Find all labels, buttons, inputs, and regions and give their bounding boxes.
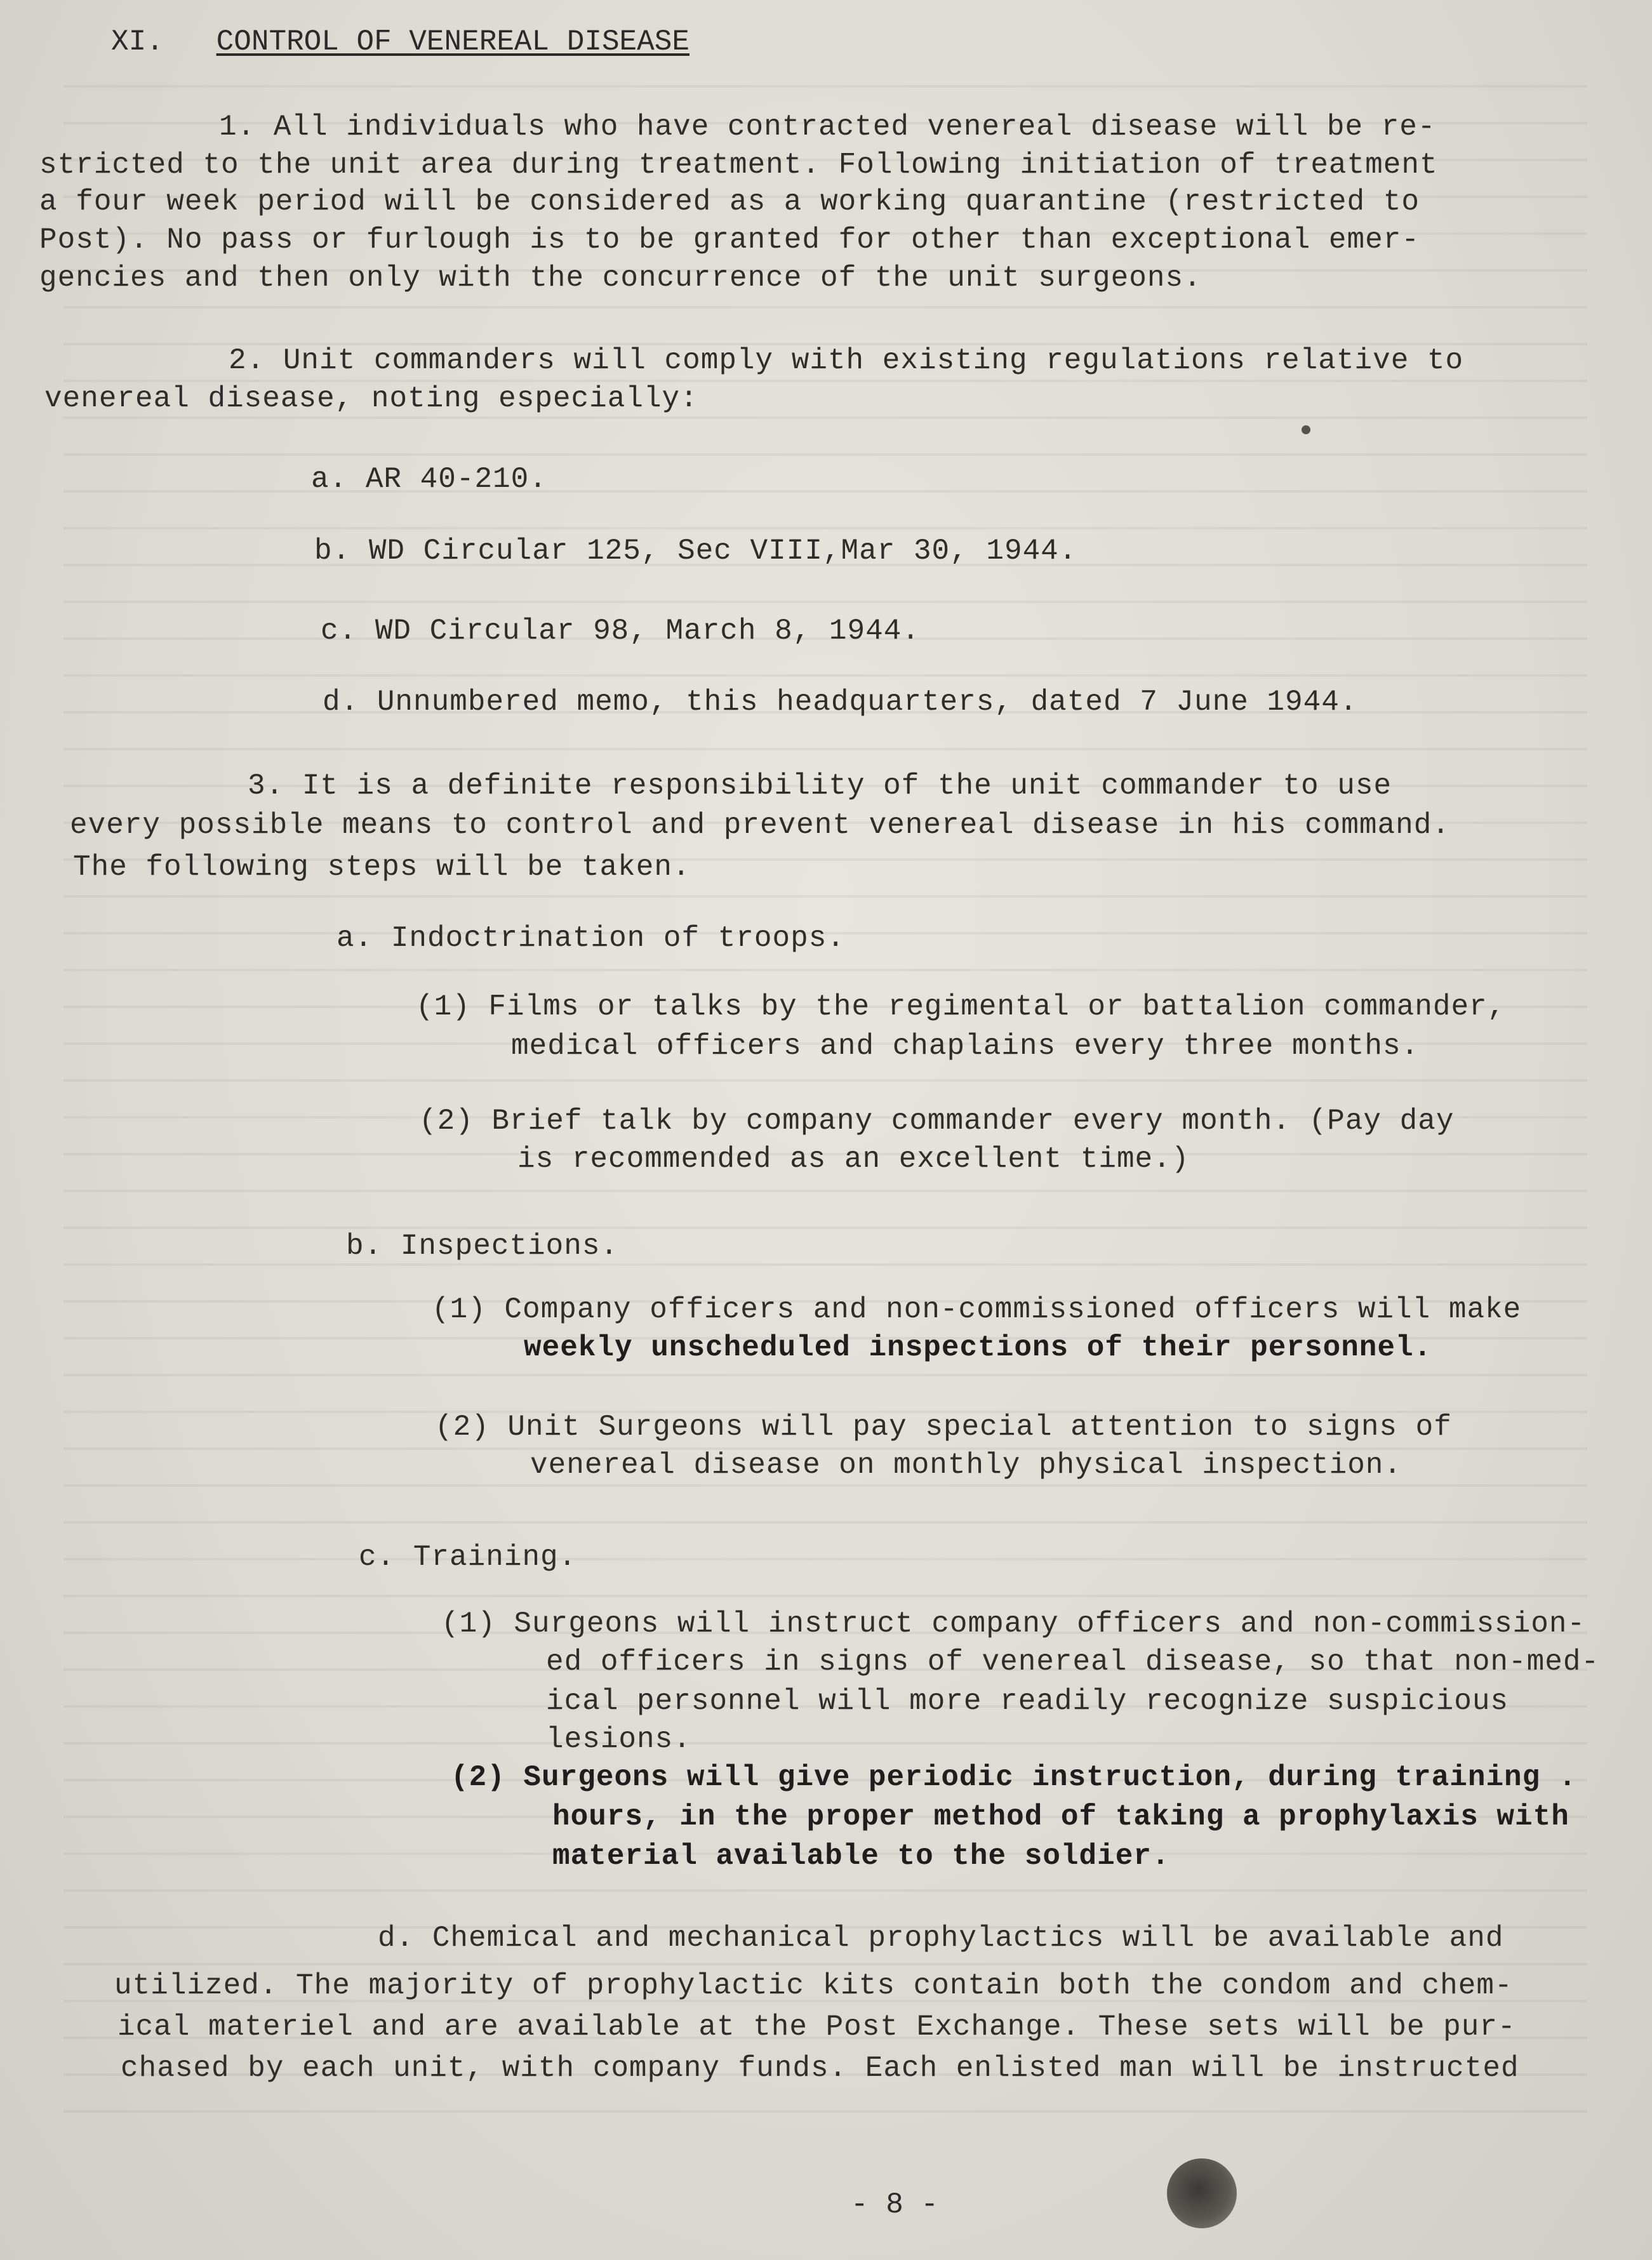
regulation-item: c. WD Circular 98, March 8, 1944.: [321, 615, 920, 648]
subsection-heading: b. Inspections.: [346, 1230, 619, 1263]
text-line: The following steps will be taken.: [73, 851, 691, 884]
text-line: stricted to the unit area during treatment. Following initiation of treatment: [39, 149, 1438, 182]
text-line: weekly unscheduled inspections of their personnel.: [524, 1331, 1432, 1364]
text-line: venereal disease on monthly physical inspection.: [530, 1449, 1402, 1482]
regulation-item: a. AR 40-210.: [311, 463, 547, 496]
text-line: (2) Brief talk by company commander every month. (Pay day: [419, 1105, 1455, 1138]
subsection-heading: c. Training.: [359, 1541, 577, 1574]
text-line: chased by each unit, with company funds. Each enlisted man will be instructed: [121, 2052, 1519, 2085]
section-heading: [111, 24, 689, 60]
text-line: 3. It is a definite responsibility of the unit commander to use: [248, 769, 1392, 802]
regulation-item: d. Unnumbered memo, this headquarters, dated 7 June 1944.: [323, 686, 1358, 719]
text-line: (2) Unit Surgeons will pay special attention to signs of: [435, 1411, 1452, 1444]
section-title: CONTROL OF VENEREAL DISEASE: [216, 25, 689, 58]
text-line: ed officers in signs of venereal disease, so that non-med-: [546, 1645, 1600, 1678]
text-line: ical materiel and are available at the Post Exchange. These sets will be pur-: [117, 2011, 1516, 2044]
regulation-item: b. WD Circular 125, Sec VIII,Mar 30, 1944.: [314, 535, 1077, 568]
text-line: lesions.: [546, 1723, 691, 1756]
text-line: every possible means to control and prevent venereal disease in his command.: [70, 809, 1450, 842]
text-line: hours, in the proper method of taking a prophylaxis with: [552, 1800, 1569, 1833]
text-line: (1) Surgeons will instruct company officers and non-commission-: [441, 1607, 1586, 1640]
text-line: a four week period will be considered as a working quarantine (restricted to: [39, 185, 1420, 218]
text-line: gencies and then only with the concurrence of the unit surgeons.: [39, 262, 1202, 295]
text-line: material available to the soldier.: [552, 1840, 1170, 1873]
text-line: d. Chemical and mechanical prophylactics will be available and: [378, 1922, 1504, 1955]
text-line: Post). No pass or furlough is to be granted for other than exceptional emer-: [39, 223, 1420, 256]
section-number: XI.: [111, 25, 164, 58]
subsection-heading: a. Indoctrination of troops.: [336, 922, 845, 955]
text-line: is recommended as an excellent time.): [517, 1143, 1190, 1176]
text-line: utilized. The majority of prophylactic kits contain both the condom and chem-: [114, 1969, 1513, 2002]
text-line: ical personnel will more readily recognize suspicious: [546, 1685, 1509, 1718]
page-number: - 8 -: [851, 2188, 939, 2221]
ink-dot: [1302, 425, 1310, 434]
text-line: (1) Films or talks by the regimental or battalion commander,: [416, 990, 1506, 1023]
text-line: (1) Company officers and non-commissioned officers will make: [432, 1293, 1522, 1326]
text-line: venereal disease, noting especially:: [44, 382, 698, 415]
text-line: 1. All individuals who have contracted venereal disease will be re-: [219, 110, 1436, 143]
text-line: 2. Unit commanders will comply with existing regulations relative to: [229, 344, 1464, 377]
punch-hole: [1167, 2158, 1237, 2228]
text-line: (2) Surgeons will give periodic instruction, during training .: [451, 1761, 1577, 1794]
text-line: medical officers and chaplains every three months.: [511, 1030, 1420, 1063]
